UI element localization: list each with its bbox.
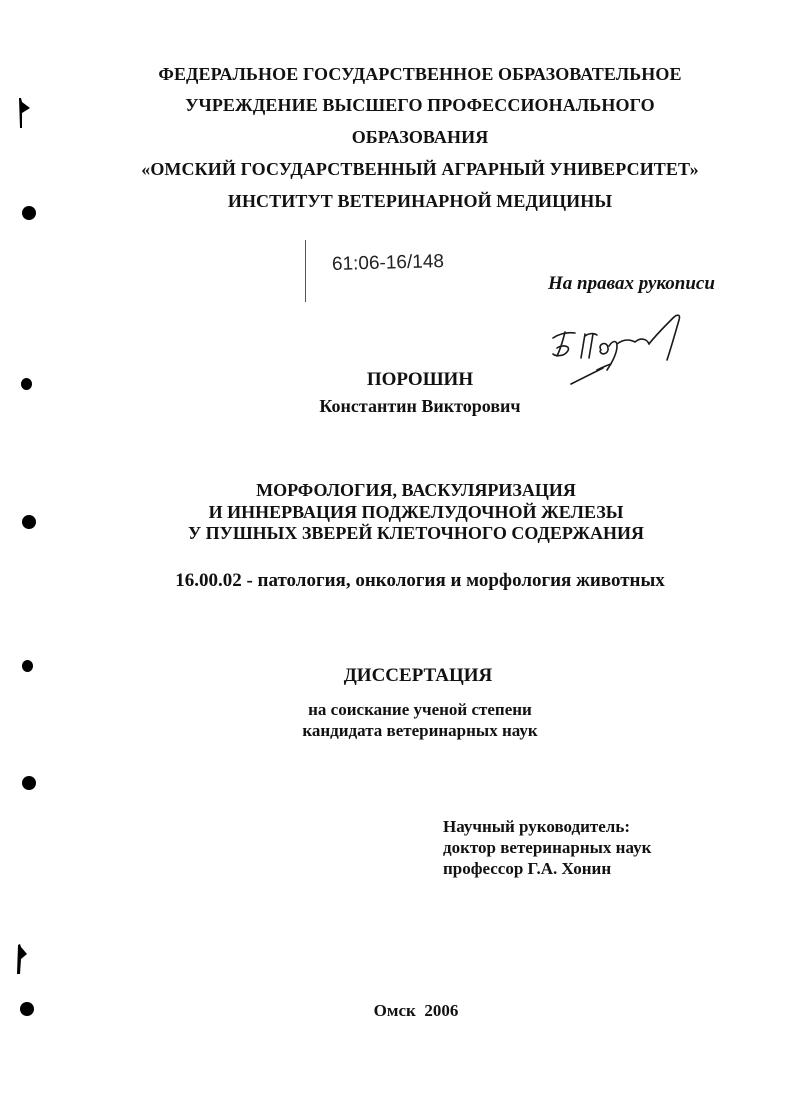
author-surname: ПОРОШИН <box>366 369 474 390</box>
specialty-code: 16.00.02 - патология, онкология и морфология животных <box>175 570 665 591</box>
stamp-number: 61:06-16/148 <box>331 251 445 275</box>
city-year: Омск 2006 <box>373 1001 459 1020</box>
degree-line-2: кандидата ветеринарных наук <box>302 721 538 740</box>
advisor-block <box>443 816 651 879</box>
header-line-3: ОБРАЗОВАНИЯ <box>351 127 489 147</box>
binding-hole <box>22 776 36 790</box>
degree-line-1: на соискание ученой степени <box>308 700 532 719</box>
author-given-names: Константин Викторович <box>319 396 521 416</box>
header-line-1: ФЕДЕРАЛЬНОЕ ГОСУДАРСТВЕННОЕ ОБРАЗОВАТЕЛЬНОЕ <box>158 64 682 84</box>
advisor-label: Научный руководитель: <box>443 817 630 836</box>
advisor-name: профессор Г.А. Хонин <box>443 859 612 878</box>
manuscript-rights: На правах рукописи <box>548 273 715 294</box>
title-line-3: У ПУШНЫХ ЗВЕРЕЙ КЛЕТОЧНОГО СОДЕРЖАНИЯ <box>187 523 645 543</box>
title-line-1: МОРФОЛОГИЯ, ВАСКУЛЯРИЗАЦИЯ <box>256 480 576 500</box>
header-line-5: ИНСТИТУТ ВЕТЕРИНАРНОЙ МЕДИЦИНЫ <box>227 191 613 211</box>
header-line-4: «ОМСКИЙ ГОСУДАРСТВЕННЫЙ АГРАРНЫЙ УНИВЕРСИТЕТ» <box>141 159 699 179</box>
stamp-rule <box>305 240 306 302</box>
advisor-degree: доктор ветеринарных наук <box>443 838 652 857</box>
header-line-2: УЧРЕЖДЕНИЕ ВЫСШЕГО ПРОФЕССИОНАЛЬНОГО <box>185 95 655 115</box>
title-line-2: И ИННЕРВАЦИЯ ПОДЖЕЛУДОЧНОЙ ЖЕЛЕЗЫ <box>208 502 624 522</box>
work-type: ДИССЕРТАЦИЯ <box>343 665 493 686</box>
binding-mark-bottom <box>14 942 32 976</box>
